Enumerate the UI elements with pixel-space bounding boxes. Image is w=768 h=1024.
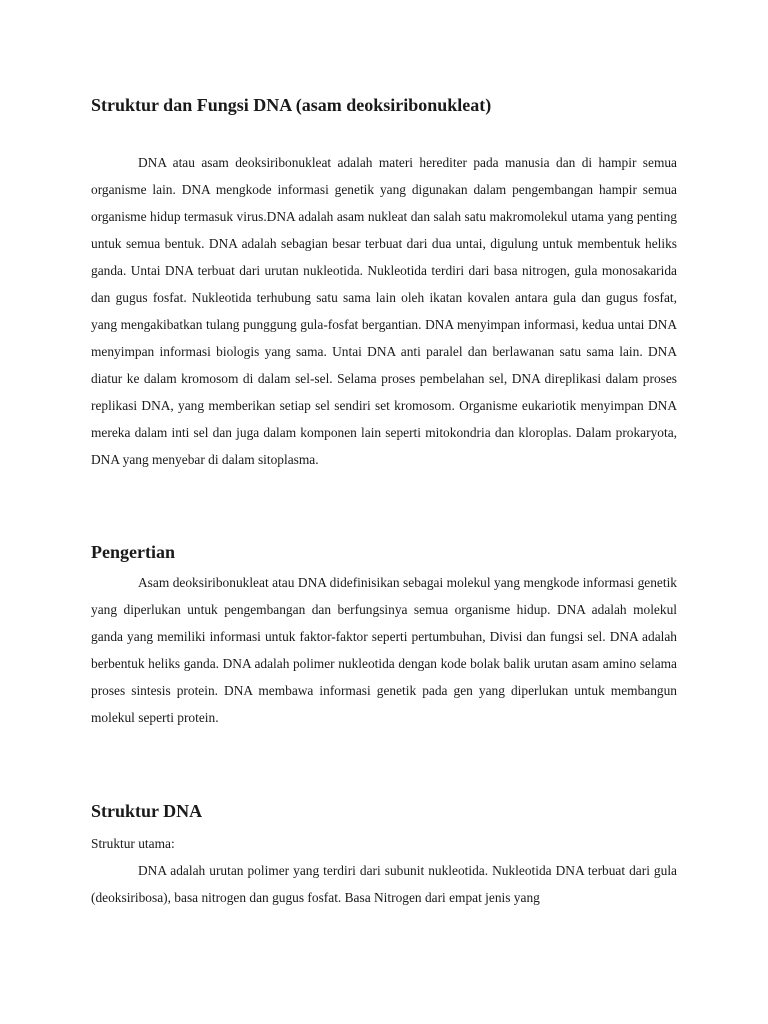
section-heading-struktur-dna: Struktur DNA <box>91 801 203 821</box>
struktur-utama-label: Struktur utama: <box>91 836 175 851</box>
document-title: Struktur dan Fungsi DNA (asam deoksiribonukleat) <box>91 95 492 115</box>
struktur-paragraph: DNA adalah urutan polimer yang terdiri dari subunit nukleotida. Nukleotida DNA terbuat dari gula (deoksiribosa), basa nitrogen dan gugus fosfat. Basa Nitrogen dari empat jenis yang <box>91 863 677 905</box>
pengertian-paragraph: Asam deoksiribonukleat atau DNA didefinisikan sebagai molekul yang mengkode informasi genetik yang diperlukan untuk pengembangan dan berfungsinya semua organisme hidup. DNA adalah molekul ganda yang memiliki informasi untuk faktor-faktor seperti pertumbuhan, Divisi dan fungsi sel. DNA adalah berbentuk heliks ganda. DNA adalah polimer nukleotida dengan kode bolak balik urutan asam amino selama proses sintesis protein. DNA membawa informasi genetik pada gen yang diperlukan untuk membangun molekul seperti protein. <box>91 575 677 725</box>
intro-paragraph: DNA atau asam deoksiribonukleat adalah materi herediter pada manusia dan di hampir semua organisme lain. DNA mengkode informasi genetik yang digunakan dalam pengembangan hampir semua organisme hidup termasuk virus.DNA adalah asam nukleat dan salah satu makromolekul utama yang penting untuk semua bentuk. DNA adalah sebagian besar terbuat dari dua untai, digulung untuk membentuk heliks ganda. Untai DNA terbuat dari urutan nukleotida. Nukleotida terdiri dari basa nitrogen, gula monosakarida dan gugus fosfat. Nukleotida terhubung satu sama lain oleh ikatan kovalen antara gula dan gugus fosfat, yang mengakibatkan tulang punggung gula-fosfat bergantian. DNA menyimpan informasi, kedua untai DNA menyimpan informasi biologis yang sama. Untai DNA anti paralel dan berlawanan satu sama lain. DNA diatur ke dalam kromosom di dalam sel-sel. Selama proses pembelahan sel, DNA direplikasi dalam proses replikasi DNA, yang memberikan setiap sel sendiri set kromosom. Organisme eukariotik menyimpan DNA mereka dalam inti sel dan juga dalam komponen lain seperti mitokondria dan kloroplas. Dalam prokaryota, DNA yang menyebar di dalam sitoplasma. <box>91 155 677 467</box>
section-heading-pengertian: Pengertian <box>91 542 175 562</box>
